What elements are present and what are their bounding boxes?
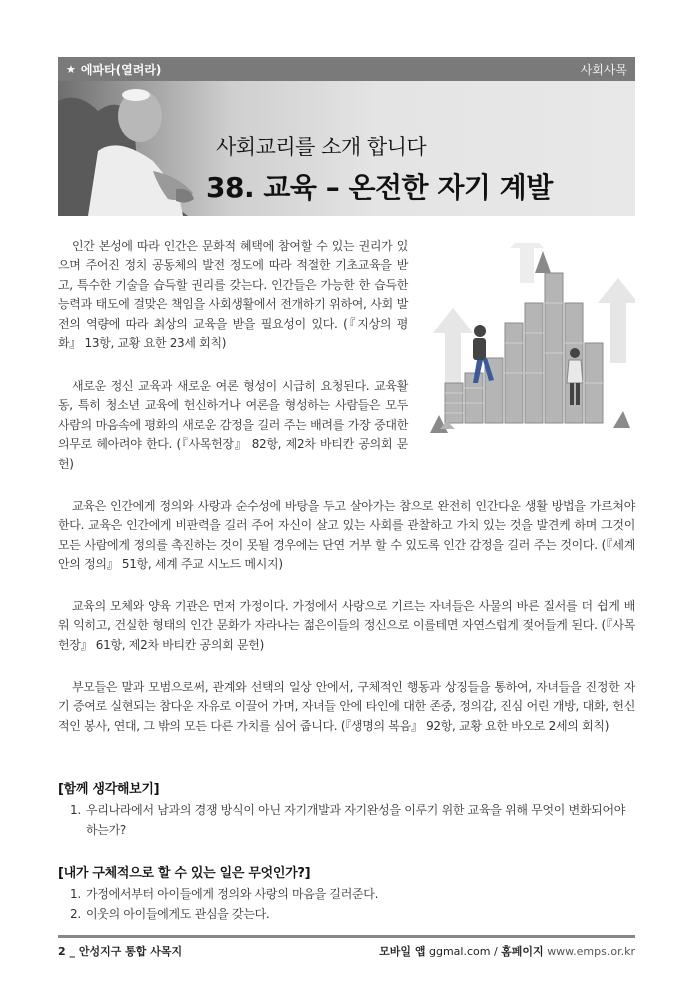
home-link[interactable]: www.emps.or.kr (547, 945, 635, 958)
footer (58, 943, 635, 959)
list-item (70, 884, 635, 904)
banner-subtitle: 사회교리를 소개 합니다 (216, 135, 427, 159)
list-item-text: 우리나라에서 남과의 경쟁 방식이 아닌 자기개발과 자기완성을 이루기 위한 교육을 위해 무엇이 변화되어야 하는가? (86, 803, 626, 837)
section-label: 에파타(열려라) (80, 62, 162, 77)
list-item-number: 1. (70, 803, 81, 817)
mobile-link[interactable]: ggmal.com (428, 945, 491, 958)
paragraph-4-text: 교육의 모체와 양육 기관은 먼저 가정이다. 가정에서 사랑으로 기르는 자녀들은 사물의 바른 질서를 더 쉽게 배워 익히고, 건실한 형태의 인간 문화가 자라나는 젊은이들의 정신으로 이를테면 자연스럽게 젖어들게 된다. (『사목헌장』 61항, 제2차 바티칸 공의회 문헌) (58, 599, 635, 652)
paragraph-3-text: 교육은 인간에게 정의와 사랑과 순수성에 바탕을 두고 살아가는 참으로 완전히 인간다운 생활 방법을 가르쳐야 한다. 교육은 인간에게 비판력을 길러 주어 자신이 살고 있는 사회를 관찰하고 가치 있는 것을 발견케 하며 그것이 모든 사람에게 정의를 촉진하는 것이 못될 경우에는 단연 거부 할 수 있도록 인간 감정을 길러 주는 것이다. (『세계 안의 정의』 51항, 세계 주교 시노드 메시지) (58, 499, 635, 572)
list-item-number: 2. (70, 907, 81, 921)
footer-divider (58, 935, 635, 938)
paragraph-2-text: 새로운 정신 교육과 새로운 여론 형성이 시급히 요청된다. 교육활동, 특히 청소년 교육에 헌신하거나 여론을 형성하는 사람들은 모두 사람의 마음속에 평화의 새로운 감정을 길러 주는 배려를 가장 중대한 의무로 헤아려야 한다. (『사목헌장』 82항, 제2차 바티칸 공의회 문헌) (58, 379, 408, 471)
paragraph-5 (58, 678, 635, 736)
paragraph-2 (58, 377, 408, 474)
paragraph-1-text: 인간 본성에 따라 인간은 문화적 혜택에 참여할 수 있는 권리가 있으며 주어진 정치 공동체의 발전 정도에 따라 적절한 기초교육을 받고, 특수한 기술을 습득할 권리를 갖는다. 인간들은 가능한 한 습득한 능력과 태도에 걸맞은 책임을 사회생활에서 전개하기 위하여, 사회 발전의 역량에 따라 최상의 교육을 받을 필요성이 있다. (『지상의 평화』 13항, 교황 요한 23세 회칙) (58, 239, 408, 351)
paragraph-3 (58, 497, 635, 575)
category-label: 사회사목 (580, 62, 627, 77)
list-item-text: 가정에서부터 아이들에게 정의와 사랑의 마음을 길러준다. (86, 887, 379, 901)
paragraph-4 (58, 597, 635, 655)
list-item (70, 800, 635, 840)
home-label: 홈페이지 (501, 945, 544, 958)
action-list (70, 884, 635, 924)
list-item-number: 1. (70, 887, 81, 901)
banner-title: 38. 교육 – 온전한 자기 계발 (206, 171, 553, 204)
growth-chart-illustration (425, 243, 635, 438)
reflection-list (70, 800, 635, 840)
footer-links (379, 943, 635, 959)
list-item-text: 이웃의 아이들에게도 관심을 갖는다. (86, 907, 270, 921)
section-label-group (66, 61, 161, 78)
paragraph-1 (58, 237, 408, 353)
star-icon: ★ (66, 62, 76, 76)
footer-separator: / (493, 945, 498, 958)
list-item (70, 904, 635, 924)
reflection-title: [함께 생각해보기] (58, 782, 160, 797)
header-bar (58, 57, 635, 81)
paragraph-5-text: 부모들은 말과 모범으로써, 관계와 선택의 일상 안에서, 구체적인 행동과 상징들을 통하여, 자녀들을 진정한 자기 증여로 실현되는 참다운 자유로 이끌어 가며, 자녀들 안에 타인에 대한 존중, 정의감, 진심 어린 개방, 대화, 헌신적인 봉사, 연대, 그 밖의 모든 다른 가치를 심어 줍니다. (『생명의 복음』 92항, 교황 요한 바오로 2세의 회칙) (58, 680, 635, 733)
mobile-label: 모바일 앱 (379, 945, 426, 958)
page-info: 2 _ 안성지구 통합 사목지 (58, 945, 183, 958)
title-banner (58, 81, 635, 216)
action-title: [내가 구체적으로 할 수 있는 일은 무엇인가?] (58, 866, 311, 881)
